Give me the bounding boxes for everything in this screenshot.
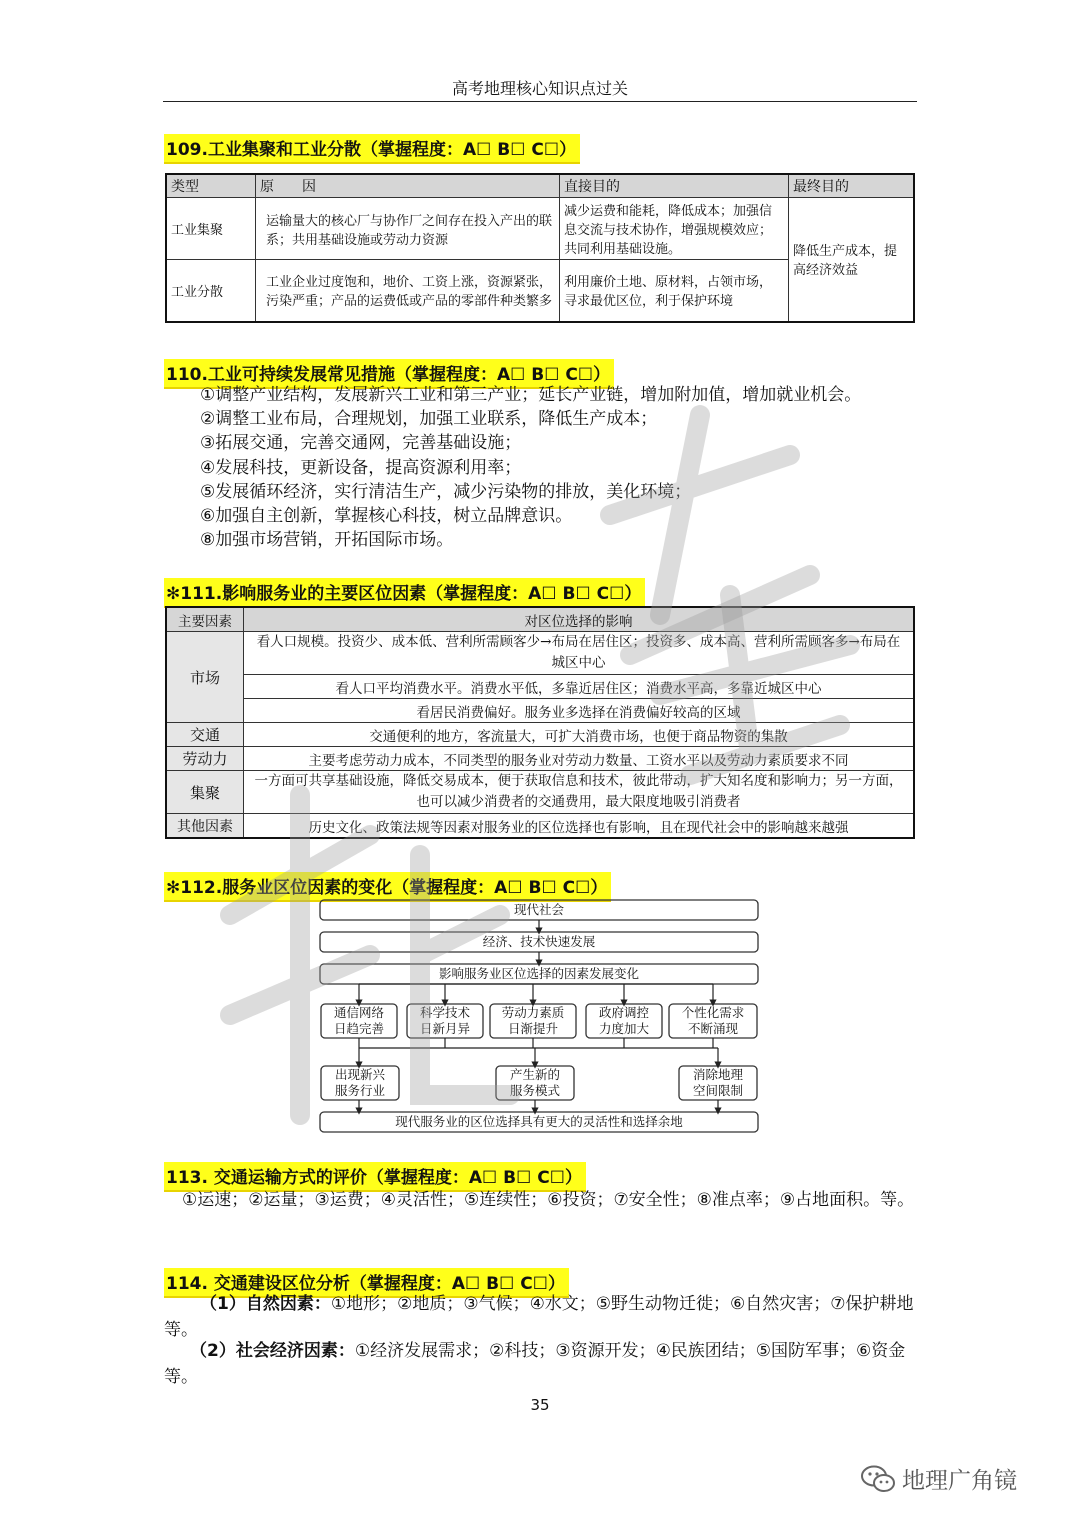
flow-text: 产生新的 (509, 1067, 561, 1082)
factor-market: 市场 (166, 632, 244, 723)
factor-text: 交通便利的地方，客流量大，可扩大消费市场，也便于商品物资的集散 (244, 723, 915, 747)
row-reason: 运输量大的核心厂与协作厂之间存在投入产出的联系；共用基础设施或劳动力资源 (256, 198, 560, 260)
list-item: ④发展科技，更新设备，提高资源利用率； (200, 457, 522, 478)
table-109 (165, 173, 915, 323)
flow-text: 现代服务业的区位选择具有更大的灵活性和选择余地 (395, 1114, 683, 1129)
row-direct: 利用廉价土地、原材料，占领市场，寻求最优区位，利于保护环境 (560, 260, 789, 322)
factor-text: 历史文化、政策法规等因素对服务业的区位选择也有影响，且在现代社会中的影响越来越强 (244, 814, 915, 839)
section-113-text: ①运速；②运量；③运费；④灵活性；⑤连续性；⑥投资；⑦安全性；⑧准点率；⑨占地面积。等。 (182, 1190, 915, 1210)
flow-text: 消除地理 (692, 1067, 744, 1082)
row-type: 工业分散 (166, 260, 256, 322)
list-item: ⑧加强市场营销，开拓国际市场。 (200, 530, 454, 551)
wechat-icon (860, 1464, 896, 1494)
market-line: 看人口平均消费水平。消费水平低，多靠近居住区；消费水平高，多靠近城区中心 (244, 675, 915, 699)
list-item: ①调整产业结构，发展新兴工业和第三产业；延长产业链，增加附加值，增加就业机会。 (200, 385, 862, 405)
watermark (860, 1462, 1017, 1495)
col-header-factor: 主要因素 (166, 607, 244, 632)
flow-text: 政府调控 (598, 1005, 650, 1020)
factor-name: 集聚 (166, 771, 244, 814)
flow-text: 服务模式 (509, 1083, 561, 1098)
flow-text: 力度加大 (598, 1021, 650, 1036)
natural-text: ①地形；②地质；③气候；④水文；⑤野生动物迁徙；⑥自然灾害；⑦保护耕地等。 (164, 1294, 914, 1340)
col-header-reason: 原 因 (256, 174, 560, 198)
flow-text: 科学技术 (419, 1005, 471, 1020)
flow-text: 空间限制 (692, 1083, 744, 1098)
page-header: 高考地理核心知识点过关 (451, 79, 628, 98)
section-110-title: 110.工业可持续发展常见措施（掌握程度：A☐ B☐ C☐） (164, 359, 614, 389)
natural-factors (164, 1291, 918, 1343)
col-header-type: 类型 (166, 174, 256, 198)
flow-text: 日渐提升 (507, 1021, 559, 1036)
flow-text: 日新月异 (419, 1021, 471, 1036)
section-113-title: 113. 交通运输方式的评价（掌握程度：A☐ B☐ C☐） (164, 1162, 586, 1192)
factor-text: 主要考虑劳动力成本，不同类型的服务业对劳动力数量、工资水平以及劳动力素质要求不同 (244, 747, 915, 771)
factor-text: 一方面可共享基础设施，降低交易成本，便于获取信息和技术，彼此带动，扩大知名度和影响力；另一方面，也可以减少消费者的交通费用，最大限度地吸引消费者 (244, 771, 915, 814)
section-111-title: ✻111.影响服务业的主要区位因素（掌握程度：A☐ B☐ C☐） (164, 578, 645, 608)
section-112-title: ✻112.服务业区位因素的变化（掌握程度：A☐ B☐ C☐） (164, 872, 611, 902)
social-factors (164, 1338, 918, 1390)
list-item: ⑤发展循环经济，实行清洁生产，减少污染物的排放，美化环境； (200, 481, 692, 502)
table-111 (165, 606, 915, 839)
flow-text: 出现新兴 (334, 1067, 386, 1082)
market-line: 看居民消费偏好。服务业多选择在消费偏好较高的区域 (244, 699, 915, 723)
page-number: 35 (530, 1396, 550, 1414)
flow-diagram (318, 898, 760, 1136)
header-rule (163, 101, 917, 102)
flow-text: 不断涌现 (687, 1021, 739, 1036)
flow-text: 经济、技术快速发展 (482, 934, 596, 949)
section-114-title: 114. 交通建设区位分析（掌握程度：A☐ B☐ C☐） (164, 1268, 569, 1298)
measure-list (200, 383, 861, 552)
list-item: ⑥加强自主创新，掌握核心科技，树立品牌意识。 (200, 506, 573, 527)
list-item: ②调整工业布局，合理规划，加强工业联系，降低生产成本； (200, 409, 658, 430)
flow-text: 通信网络 (333, 1005, 385, 1020)
social-label: （2）社会经济因素： (190, 1341, 355, 1361)
flow-text: 日趋完善 (333, 1021, 385, 1036)
natural-label: （1）自然因素： (200, 1294, 331, 1314)
col-header-direct: 直接目的 (560, 174, 789, 198)
flow-text: 劳动力素质 (501, 1005, 565, 1020)
col-header-final: 最终目的 (789, 174, 915, 198)
flow-text: 服务行业 (334, 1083, 386, 1098)
social-text: ①经济发展需求；②科技；③资源开发；④民族团结；⑤国防军事；⑥资金等。 (164, 1341, 906, 1387)
row-reason: 工业企业过度饱和，地价、工资上涨，资源紧张，污染严重；产品的运费低或产品的零部件种类繁多 (256, 260, 560, 322)
final-purpose: 降低生产成本，提高经济效益 (789, 198, 915, 322)
factor-name: 劳动力 (166, 747, 244, 771)
market-line: 看人口规模。投资少、成本低、营利所需顾客少→布局在居住区；投资多、成本高、营利所需顾客多→布局在城区中心 (244, 632, 915, 675)
watermark-text: 地理广角镜 (902, 1468, 1017, 1494)
flow-text: 现代社会 (513, 902, 565, 917)
factor-name: 交通 (166, 723, 244, 747)
flow-text: 影响服务业区位选择的因素发展变化 (438, 966, 640, 981)
list-item: ③拓展交通，完善交通网，完善基础设施； (200, 433, 522, 454)
section-109-title: 109.工业集聚和工业分散（掌握程度：A☐ B☐ C☐） (164, 134, 580, 164)
col-header-effect: 对区位选择的影响 (244, 607, 915, 632)
flow-text: 个性化需求 (681, 1005, 745, 1020)
row-type: 工业集聚 (166, 198, 256, 260)
row-direct: 减少运费和能耗，降低成本；加强信息交流与技术协作，增强规模效应；共同利用基础设施。 (560, 198, 789, 260)
factor-name: 其他因素 (166, 814, 244, 839)
